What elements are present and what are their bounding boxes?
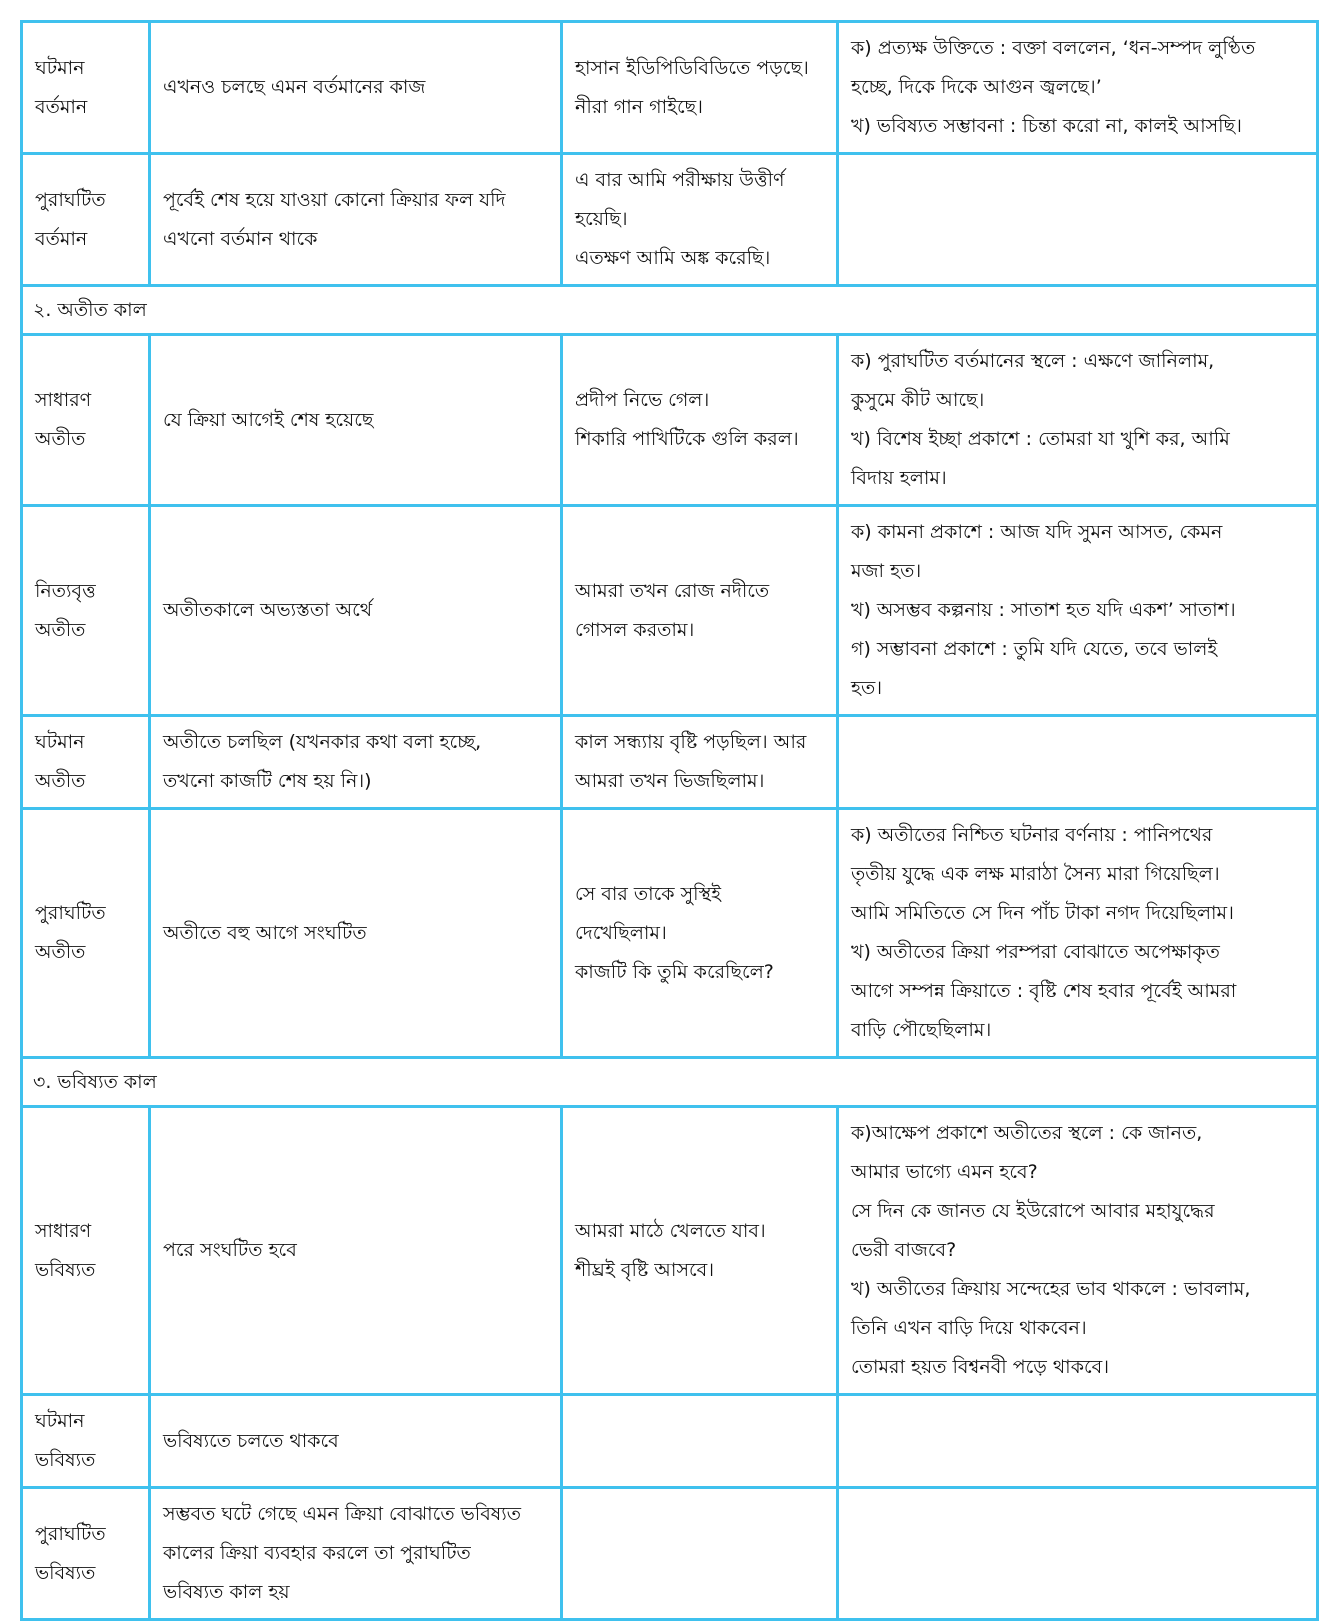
- cell-line: এ বার আমি পরীক্ষায় উত্তীর্ণ: [575, 169, 785, 191]
- table-row: [22, 335, 1318, 506]
- section-header: ৩. ভবিষ্যত কাল: [22, 1058, 1318, 1107]
- cell-line: আমরা তখন ভিজছিলাম।: [575, 770, 765, 792]
- cell-line: শীঘ্রই বৃষ্টি আসবে।: [575, 1258, 715, 1281]
- tense-name-cell: [22, 335, 150, 506]
- cell-line: ক) কামনা প্রকাশে : আজ যদি সুমন আসত, কেমন: [851, 521, 1223, 543]
- cell-line: অতীতে বহু আগে সংঘটিত: [163, 921, 367, 944]
- cell-line: শিকারি পাখিটিকে গুলি করল।: [575, 428, 799, 450]
- cell-line: ঘটমান: [35, 1410, 85, 1432]
- cell-line: বিদায় হলাম।: [851, 467, 947, 489]
- cell-line: অতীত: [35, 428, 86, 450]
- definition-cell: [150, 154, 562, 286]
- table-row: [22, 809, 1318, 1058]
- cell-line: খ) অতীতের ক্রিয়ায় সন্দেহের ভাব থাকলে : ভাবলাম,: [851, 1278, 1251, 1300]
- table-row: [22, 22, 1318, 154]
- cell-line: ভবিষ্যত: [35, 1561, 96, 1584]
- cell-line: ভবিষ্যত: [35, 1258, 96, 1281]
- cell-line: আমরা মাঠে খেলতে যাব।: [575, 1219, 766, 1242]
- tense-table: [20, 20, 1319, 1621]
- examples-cell: [562, 1395, 838, 1488]
- cell-line: অতীত: [35, 618, 86, 641]
- cell-line: ঘটমান: [35, 731, 85, 753]
- notes-cell: [838, 1395, 1318, 1488]
- cell-line: খ) অতীতের ক্রিয়া পরম্পরা বোঝাতে অপেক্ষাকৃত: [851, 941, 1220, 963]
- notes-cell: [838, 809, 1318, 1058]
- table-row: [22, 1395, 1318, 1488]
- cell-line: খ) অসম্ভব কল্পনায় : সাতাশ হত যদি একশ’ সাতাশ।: [851, 599, 1236, 621]
- cell-line: আগে সম্পন্ন ক্রিয়াতে : বৃষ্টি শেষ হবার পূর্বেই আমরা: [851, 980, 1237, 1002]
- cell-line: ক)আক্ষেপ প্রকাশে অতীতের স্থলে : কে জানত,: [851, 1122, 1203, 1144]
- notes-cell: [838, 335, 1318, 506]
- cell-line: পুরাঘটিত: [35, 1522, 106, 1545]
- cell-line: ক) পুরাঘটিত বর্তমানের স্থলে : এক্ষণে জানিলাম,: [851, 350, 1215, 372]
- table-row: [22, 1107, 1318, 1395]
- cell-line: এখনও চলছে এমন বর্তমানের কাজ: [163, 76, 426, 98]
- cell-line: নীরা গান গাইছে।: [575, 95, 703, 118]
- definition-cell: [150, 716, 562, 809]
- cell-line: হাসান ইডিপিডিবিডিতে পড়ছে।: [575, 56, 809, 79]
- examples-cell: [562, 809, 838, 1058]
- definition-cell: [150, 1107, 562, 1395]
- definition-cell: [150, 506, 562, 716]
- cell-line: সে বার তাকে সুস্থিই: [575, 882, 722, 905]
- cell-line: কালের ক্রিয়া ব্যবহার করলে তা পুরাঘটিত: [163, 1542, 471, 1564]
- cell-line: যে ক্রিয়া আগেই শেষ হয়েছে: [163, 408, 374, 431]
- tense-name-cell: [22, 1107, 150, 1395]
- cell-line: পরে সংঘটিত হবে: [163, 1239, 297, 1261]
- table-row: [22, 716, 1318, 809]
- examples-cell: [562, 716, 838, 809]
- cell-line: অতীত: [35, 770, 86, 792]
- definition-cell: [150, 22, 562, 154]
- cell-line: নিত্যবৃত্ত: [35, 579, 96, 602]
- definition-cell: [150, 335, 562, 506]
- cell-line: বাড়ি পৌছেছিলাম।: [851, 1019, 992, 1041]
- cell-line: হত।: [851, 677, 883, 699]
- section-header-row: [22, 286, 1318, 335]
- cell-line: পূর্বেই শেষ হয়ে যাওয়া কোনো ক্রিয়ার ফল যদি: [163, 188, 506, 211]
- cell-line: কুসুমে কীট আছে।: [851, 389, 985, 411]
- notes-cell: [838, 506, 1318, 716]
- examples-cell: [562, 335, 838, 506]
- cell-line: আমার ভাগ্যে এমন হবে?: [851, 1161, 1038, 1183]
- tense-name-cell: [22, 22, 150, 154]
- cell-line: এখনো বর্তমান থাকে: [163, 227, 318, 250]
- cell-line: কাজটি কি তুমি করেছিলে?: [575, 960, 774, 983]
- cell-line: তিনি এখন বাড়ি দিয়ে থাকবেন।: [851, 1317, 1087, 1339]
- cell-line: সম্ভবত ঘটে গেছে এমন ক্রিয়া বোঝাতে ভবিষ্যত: [163, 1503, 522, 1525]
- cell-line: বর্তমান: [35, 95, 88, 118]
- tense-name-cell: [22, 506, 150, 716]
- tense-name-cell: [22, 809, 150, 1058]
- cell-line: গ) সম্ভাবনা প্রকাশে : তুমি যদি যেতে, তবে ভালই: [851, 638, 1218, 660]
- cell-line: অতীতে চলছিল (যখনকার কথা বলা হচ্ছে,: [163, 731, 482, 753]
- cell-line: ভবিষ্যত কাল হয়: [163, 1581, 290, 1603]
- cell-line: হয়েছি।: [575, 208, 628, 230]
- section-header: ২. অতীত কাল: [22, 286, 1318, 335]
- notes-cell: [838, 154, 1318, 286]
- table-body: [22, 22, 1318, 1620]
- cell-line: ক) প্রত্যক্ষ উক্তিতে : বক্তা বললেন, ‘ধন-সম্পদ লুণ্ঠিত: [851, 37, 1256, 59]
- cell-line: ঘটমান: [35, 56, 85, 79]
- cell-line: ভবিষ্যতে চলতে থাকবে: [163, 1429, 339, 1452]
- cell-line: ভেরী বাজবে?: [851, 1239, 957, 1261]
- tense-name-cell: [22, 1395, 150, 1488]
- cell-line: খ) বিশেষ ইচ্ছা প্রকাশে : তোমরা যা খুশি কর, আমি: [851, 428, 1230, 450]
- table-row: [22, 154, 1318, 286]
- examples-cell: [562, 1107, 838, 1395]
- examples-cell: [562, 506, 838, 716]
- examples-cell: [562, 22, 838, 154]
- cell-line: ক) অতীতের নিশ্চিত ঘটনার বর্ণনায় : পানিপথের: [851, 824, 1213, 846]
- table-row: [22, 506, 1318, 716]
- cell-line: পুরাঘটিত: [35, 902, 106, 924]
- cell-line: হচ্ছে, দিকে দিকে আগুন জ্বলছে।’: [851, 76, 1102, 98]
- cell-line: সে দিন কে জানত যে ইউরোপে আবার মহাযুদ্ধের: [851, 1200, 1215, 1222]
- cell-line: বর্তমান: [35, 227, 88, 250]
- tense-name-cell: [22, 154, 150, 286]
- definition-cell: [150, 809, 562, 1058]
- notes-cell: [838, 22, 1318, 154]
- cell-line: প্রদীপ নিভে গেল।: [575, 389, 710, 411]
- cell-line: মজা হত।: [851, 560, 922, 582]
- definition-cell: [150, 1395, 562, 1488]
- notes-cell: [838, 716, 1318, 809]
- cell-line: তখনো কাজটি শেষ হয় নি।): [163, 770, 372, 792]
- cell-line: কাল সন্ধ্যায় বৃষ্টি পড়ছিল। আর: [575, 731, 807, 753]
- cell-line: খ) ভবিষ্যত সম্ভাবনা : চিন্তা করো না, কালই আসছি।: [851, 115, 1242, 137]
- cell-line: আমি সমিতিতে সে দিন পাঁচ টাকা নগদ দিয়েছিলাম।: [851, 902, 1234, 924]
- cell-line: গোসল করতাম।: [575, 618, 695, 641]
- notes-cell: [838, 1107, 1318, 1395]
- cell-line: অতীতকালে অভ্যস্ততা অর্থে: [163, 599, 373, 621]
- section-header-row: [22, 1058, 1318, 1107]
- cell-line: তোমরা হয়ত বিশ্বনবী পড়ে থাকবে।: [851, 1356, 1109, 1378]
- cell-line: এতক্ষণ আমি অঙ্ক করেছি।: [575, 247, 771, 269]
- cell-line: আমরা তখন রোজ নদীতে: [575, 579, 770, 602]
- cell-line: তৃতীয় যুদ্ধে এক লক্ষ মারাঠা সৈন্য মারা গিয়েছিল।: [851, 863, 1220, 885]
- cell-line: সাধারণ: [35, 389, 92, 411]
- cell-line: অতীত: [35, 941, 86, 963]
- cell-line: দেখেছিলাম।: [575, 921, 667, 944]
- tense-name-cell: [22, 716, 150, 809]
- cell-line: ভবিষ্যত: [35, 1449, 96, 1471]
- cell-line: সাধারণ: [35, 1219, 92, 1242]
- examples-cell: [562, 154, 838, 286]
- cell-line: পুরাঘটিত: [35, 188, 106, 211]
